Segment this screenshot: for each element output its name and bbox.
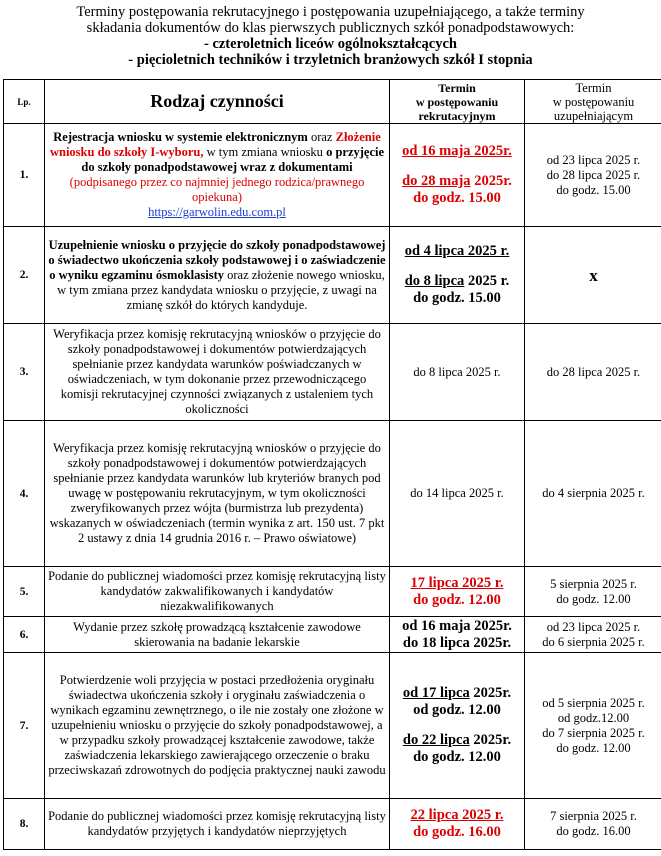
- row-termin-uzupelniajacy: do 28 lipca 2025 r.: [525, 324, 661, 421]
- row-termin-uzupelniajacy: do 4 sierpnia 2025 r.: [525, 421, 661, 567]
- row-description: Podanie do publicznej wiadomości przez komisję rekrutacyjną listy kandydatów zakwalifikowanych i kandydatów niezakwalifikowanych: [45, 567, 390, 617]
- row-description: Weryfikacja przez komisję rekrutacyjną wniosków o przyjęcie do szkoły ponadpodstawowej i dokumentów potwierdzających spełnianie przez kandydata warunków poświadczanych w oświadczeniach, w tym dokonanie przez przewodniczącego komisji rekrutacyjnej czynności związanych z ustaleniem tych okoliczności: [45, 324, 390, 421]
- row-description: Weryfikacja przez komisję rekrutacyjną wniosków o przyjęcie do szkoły ponadpodstawowej i dokumentów potwierdzających spełnianie przez kandydata warunków lub kryteriów branych pod uwagę w postępowaniu rekrutacyjnym, w tym okoliczności zweryfikowanych przez wójta (burmistrza lub prezydenta) wskazanych w oświadczeniach (termin wynika z art. 150 ust. 7 pkt 2 ustawy z dnia 14 grudnia 2016 r. – Prawo oświatowe): [45, 421, 390, 567]
- row-number: 6.: [4, 617, 45, 653]
- header-line-2: składania dokumentów do klas pierwszych publicznych szkół ponadpodstawowych:: [86, 20, 575, 36]
- col-termin-uzupelniajacy-header: Termin w postępowaniu uzupełniającym: [525, 80, 661, 124]
- row-description: Wydanie przez szkołę prowadzącą kształcenie zawodowe skierowania na badanie lekarskie: [45, 617, 390, 653]
- row-termin-rekrutacyjny: od 4 lipca 2025 r. do 8 lipca 2025 r. do godz. 15.00: [390, 227, 525, 324]
- row-termin-rekrutacyjny: 17 lipca 2025 r. do godz. 12.00: [390, 567, 525, 617]
- col-termin-rekrutacyjny-header: Termin w postępowaniu rekrutacyjnym: [390, 80, 525, 124]
- table-row: [4, 567, 661, 617]
- row-number: 5.: [4, 567, 45, 617]
- table-row: [4, 653, 661, 799]
- table-header-row: [4, 80, 661, 124]
- row-description: Uzupełnienie wniosku o przyjęcie do szkoły ponadpodstawowej o świadectwo ukończenia szkoły podstawowej i o zaświadczenie o wyniku egzaminu ósmoklasisty oraz złożenie nowego wniosku, w tym zmiana przez kandydata wniosku o przyjęcie, z uwagi na zmianę szkół do których kandyduje.: [45, 227, 390, 324]
- table-row: [4, 421, 661, 567]
- document-header: [0, 0, 661, 68]
- schedule-table: [3, 79, 661, 850]
- table-row: [4, 324, 661, 421]
- row-termin-uzupelniajacy: od 23 lipca 2025 r. do 6 sierpnia 2025 r.: [525, 617, 661, 653]
- row-number: 3.: [4, 324, 45, 421]
- row-termin-rekrutacyjny: od 16 maja 2025r. do 18 lipca 2025r.: [390, 617, 525, 653]
- row-termin-uzupelniajacy: od 23 lipca 2025 r. do 28 lipca 2025 r. do godz. 15.00: [525, 124, 661, 227]
- row-number: 4.: [4, 421, 45, 567]
- header-line-4: - pięcioletnich techników i trzyletnich branżowych szkół I stopnia: [128, 52, 533, 68]
- col-rodzaj-header: Rodzaj czynności: [45, 80, 390, 124]
- row-number: 1.: [4, 124, 45, 227]
- table-row: [4, 617, 661, 653]
- row-termin-rekrutacyjny: od 16 maja 2025r. do 28 maja 2025r. do godz. 15.00: [390, 124, 525, 227]
- row-number: 8.: [4, 799, 45, 850]
- row-termin-uzupelniajacy: x: [525, 227, 661, 324]
- header-line-3: - czteroletnich liceów ogólnokształcących: [203, 36, 457, 52]
- table-row: [4, 227, 661, 324]
- row-description: Rejestracja wniosku w systemie elektronicznym oraz Złożenie wniosku do szkoły I-wyboru, w tym zmiana wniosku o przyjęcie do szkoły ponadpodstawowej wraz z dokumentami (podpisanego przez co najmniej jednego rodzica/prawnego opiekuna) https://garwolin.edu.com.pl: [45, 124, 390, 227]
- row-termin-rekrutacyjny: do 14 lipca 2025 r.: [390, 421, 525, 567]
- row-description: Potwierdzenie woli przyjęcia w postaci przedłożenia oryginału świadectwa ukończenia szkoły i oryginału zaświadczenia o wynikach egzaminu zewnętrznego, o ile nie zostały one złożone w uzupełnieniu wniosku o przyjęcie do szkoły ponadpodstawowej, a w przypadku szkoły prowadzącej kształcenie zawodowe, także zaświadczenia lekarskiego zawierającego orzeczenie o braku przeciwskazań zdrowotnych do podjęcia praktycznej nauki zawodu: [45, 653, 390, 799]
- row-termin-rekrutacyjny: od 17 lipca 2025r. od godz. 12.00 do 22 lipca 2025r. do godz. 12.00: [390, 653, 525, 799]
- table-row: [4, 799, 661, 850]
- col-lp-header: Lp.: [4, 80, 45, 124]
- row-description: Podanie do publicznej wiadomości przez komisję rekrutacyjną listy kandydatów przyjętych i kandydatów nieprzyjętych: [45, 799, 390, 850]
- table-row: [4, 124, 661, 227]
- row-termin-rekrutacyjny: do 8 lipca 2025 r.: [390, 324, 525, 421]
- row-termin-uzupelniajacy: 7 sierpnia 2025 r. do godz. 16.00: [525, 799, 661, 850]
- row-termin-rekrutacyjny: 22 lipca 2025 r. do godz. 16.00: [390, 799, 525, 850]
- row-termin-uzupelniajacy: 5 sierpnia 2025 r. do godz. 12.00: [525, 567, 661, 617]
- row-number: 7.: [4, 653, 45, 799]
- row-termin-uzupelniajacy: od 5 sierpnia 2025 r. od godz.12.00 do 7 sierpnia 2025 r. do godz. 12.00: [525, 653, 661, 799]
- garwolin-edu-link[interactable]: https://garwolin.edu.com.pl: [148, 205, 286, 219]
- header-line-1: Terminy postępowania rekrutacyjnego i postępowania uzupełniającego, a także terminy: [76, 4, 585, 20]
- row-number: 2.: [4, 227, 45, 324]
